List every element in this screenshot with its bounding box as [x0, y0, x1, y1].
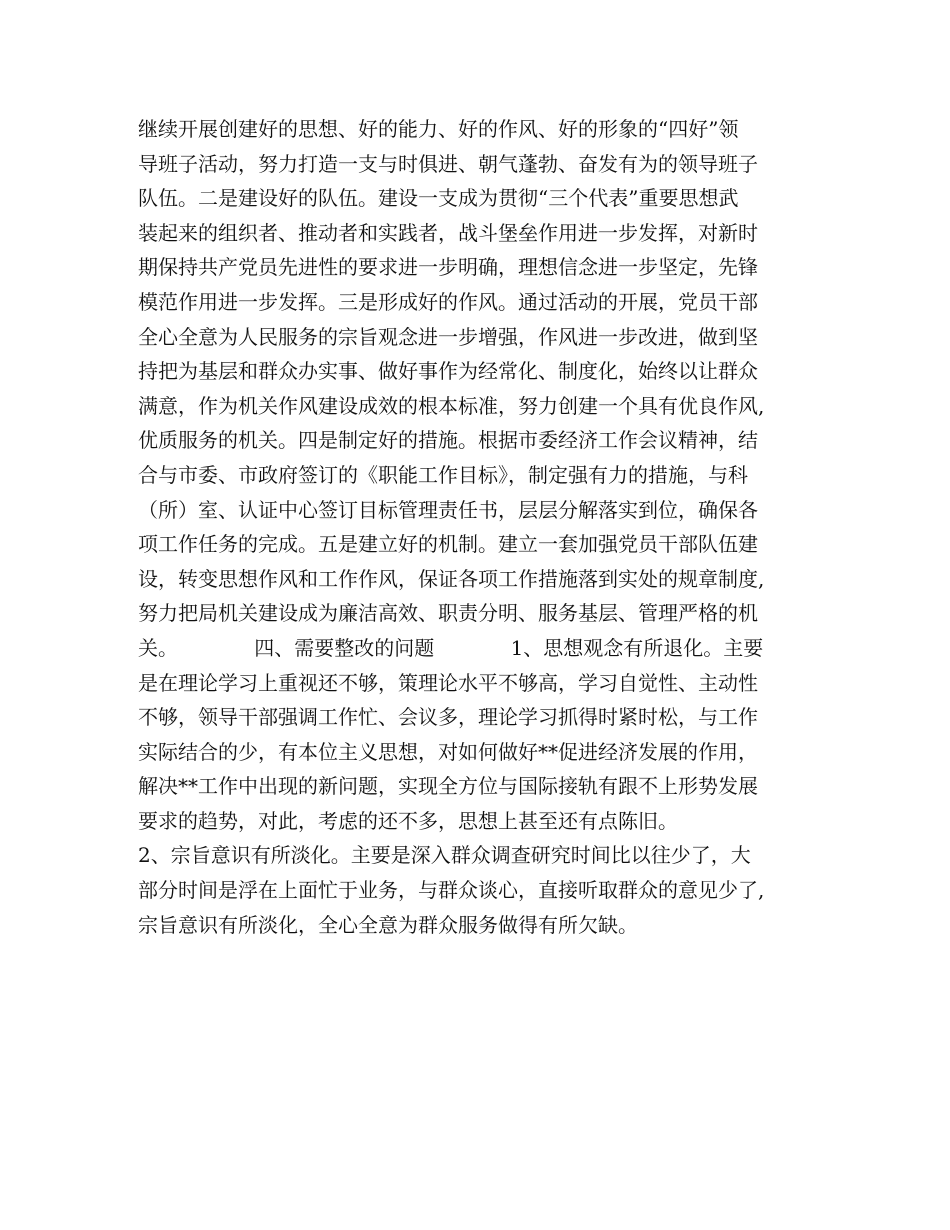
text-line: 实际结合的少，有本位主义思想，对如何做好**促进经济发展的作用， — [138, 739, 758, 764]
text-line: 导班子活动，努力打造一支与时俱进、朝气蓬勃、奋发有为的领导班子 — [138, 151, 758, 176]
text-line: 项工作任务的完成。五是建立好的机制。建立一套加强党员干部队伍建 — [138, 532, 758, 557]
text-line: 持把为基层和群众办实事、做好事作为经常化、制度化，始终以让群众 — [138, 359, 758, 384]
text-line: 模范作用进一步发挥。三是形成好的作风。通过活动的开展，党员干部 — [138, 289, 758, 314]
text-line: 全心全意为人民服务的宗旨观念进一步增强，作风进一步改进，做到坚 — [138, 324, 758, 349]
text-line: 努力把局机关建设成为廉洁高效、职责分明、服务基层、管理严格的机 — [138, 601, 758, 626]
text-line: 满意，作为机关作风建设成效的根本标准，努力创建一个具有优良作风, — [138, 393, 765, 418]
text-line: 期保持共产党员先进性的要求进一步明确，理想信念进一步坚定，先锋 — [138, 255, 758, 280]
text-line: 部分时间是浮在上面忙于业务，与群众谈心，直接听取群众的意见少了, — [138, 878, 765, 903]
text-line: 2、宗旨意识有所淡化。主要是深入群众调查研究时间比以往少了，大 — [138, 843, 751, 868]
text-line: 队伍。二是建设好的队伍。建设一支成为贯彻“三个代表”重要思想武 — [138, 186, 739, 211]
text-line: 合与市委、市政府签订的《职能工作目标》，制定强有力的措施，与科 — [138, 462, 748, 487]
text-line: 继续开展创建好的思想、好的能力、好的作风、好的形象的“四好”领 — [138, 117, 739, 141]
text-line: 解决**工作中出现的新问题，实现全方位与国际接轨有跟不上形势发展 — [138, 774, 758, 799]
text-line: 宗旨意识有所淡化，全心全意为群众服务做得有所欠缺。 — [138, 912, 638, 937]
text-line: 设，转变思想作风和工作作风，保证各项工作措施落到实处的规章制度, — [138, 566, 765, 591]
text-line: 不够，领导干部强调工作忙、会议多，理论学习抓得时紧时松，与工作 — [138, 705, 758, 730]
text-line: 要求的趋势，对此，考虑的还不多，思想上甚至还有点陈旧。 — [138, 808, 678, 833]
text-line: 装起来的组织者、推动者和实践者，战斗堡垒作用进一步发挥，对新时 — [138, 220, 758, 245]
body-text — [138, 112, 838, 942]
text-line: 优质服务的机关。四是制定好的措施。根据市委经济工作会议精神，结 — [138, 428, 758, 453]
text-line: （所）室、认证中心签订目标管理责任书，层层分解落实到位，确保各 — [138, 497, 758, 522]
text-line: 是在理论学习上重视还不够，策理论水平不够高，学习自觉性、主动性 — [138, 670, 758, 695]
text-line: 关。 四、需要整改的问题 1、思想观念有所退化。主要 — [138, 635, 764, 660]
